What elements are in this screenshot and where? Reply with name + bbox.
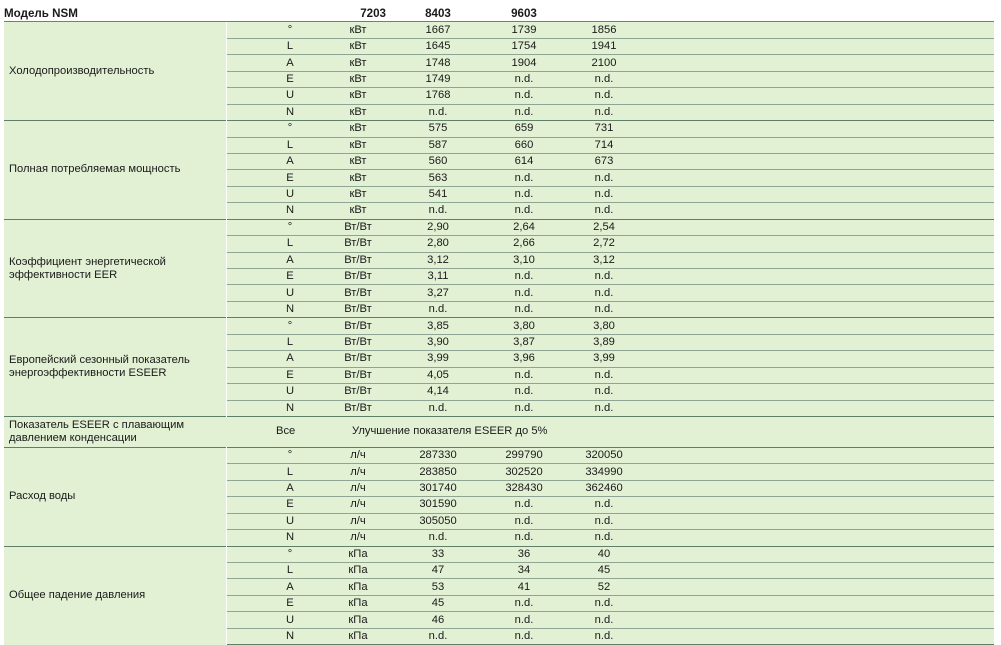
value-cell: 2,80	[396, 236, 480, 252]
mode-cell: N	[260, 104, 320, 120]
unit-cell: л/ч	[320, 513, 396, 529]
value-cell: 3,80	[568, 318, 640, 334]
value-cell: 47	[396, 563, 480, 579]
unit-cell: Вт/Вт	[320, 252, 396, 268]
value-cell: n.d.	[480, 301, 568, 317]
mode-cell: U	[260, 88, 320, 104]
unit-cell: кВт	[320, 88, 396, 104]
eseer-floating-row	[4, 416, 994, 447]
unit-cell: кВт	[320, 38, 396, 54]
value-cell: 3,87	[480, 334, 568, 350]
data-row	[4, 121, 994, 137]
model-label: Модель NSM	[4, 6, 226, 22]
unit-cell: кВт	[320, 170, 396, 186]
mode-cell: N	[260, 400, 320, 416]
data-row	[4, 318, 994, 334]
mode-cell: L	[260, 38, 320, 54]
value-cell: 1739	[480, 22, 568, 38]
mode-cell: N	[260, 301, 320, 317]
value-cell: n.d.	[480, 513, 568, 529]
value-cell: 2,66	[480, 236, 568, 252]
value-cell: 45	[396, 595, 480, 611]
mode-cell: E	[260, 269, 320, 285]
value-cell: n.d.	[480, 88, 568, 104]
mode-cell: °	[260, 447, 320, 463]
unit-cell: Вт/Вт	[320, 318, 396, 334]
mode-cell: E	[260, 595, 320, 611]
mode-cell: °	[260, 121, 320, 137]
value-cell: n.d.	[568, 71, 640, 87]
unit-cell: кПа	[320, 595, 396, 611]
unit-cell: кВт	[320, 55, 396, 71]
value-cell: n.d.	[568, 530, 640, 546]
data-row	[4, 447, 994, 463]
mode-cell: °	[260, 219, 320, 235]
mode-cell: N	[260, 530, 320, 546]
value-cell: 53	[396, 579, 480, 595]
eseer-note: Улучшение показателя ESEER до 5%	[320, 416, 640, 447]
unit-cell: кВт	[320, 186, 396, 202]
value-cell: n.d.	[568, 186, 640, 202]
data-row	[4, 22, 994, 38]
mode-cell: Все	[226, 416, 320, 447]
unit-cell: кПа	[320, 563, 396, 579]
value-cell: n.d.	[568, 170, 640, 186]
mode-cell: E	[260, 497, 320, 513]
unit-cell: л/ч	[320, 464, 396, 480]
value-cell: n.d.	[480, 170, 568, 186]
parameter-label: Европейский сезонный показатель энергоэффективности ESEER	[4, 318, 226, 417]
value-cell: 1754	[480, 38, 568, 54]
unit-cell: кВт	[320, 137, 396, 153]
value-cell: 302520	[480, 464, 568, 480]
unit-cell: л/ч	[320, 530, 396, 546]
value-cell: 3,12	[568, 252, 640, 268]
value-cell: 3,80	[480, 318, 568, 334]
value-cell: 587	[396, 137, 480, 153]
value-cell: 2,90	[396, 219, 480, 235]
value-cell: 33	[396, 546, 480, 562]
value-cell: n.d.	[568, 367, 640, 383]
unit-cell: кВт	[320, 203, 396, 219]
value-cell: 301590	[396, 497, 480, 513]
value-cell: 3,12	[396, 252, 480, 268]
unit-cell: Вт/Вт	[320, 219, 396, 235]
value-cell: n.d.	[568, 88, 640, 104]
value-cell: 299790	[480, 447, 568, 463]
mode-cell: °	[260, 22, 320, 38]
value-cell: 2,64	[480, 219, 568, 235]
value-cell: 614	[480, 153, 568, 169]
parameter-label: Расход воды	[4, 447, 226, 546]
value-cell: 362460	[568, 480, 640, 496]
mode-cell: U	[260, 384, 320, 400]
unit-cell: кВт	[320, 22, 396, 38]
mode-cell: U	[260, 285, 320, 301]
mode-cell: L	[260, 334, 320, 350]
unit-cell: л/ч	[320, 480, 396, 496]
unit-cell: Вт/Вт	[320, 400, 396, 416]
value-cell: 3,10	[480, 252, 568, 268]
value-cell: 2,72	[568, 236, 640, 252]
value-cell: 328430	[480, 480, 568, 496]
value-cell: 3,90	[396, 334, 480, 350]
mode-cell: A	[260, 579, 320, 595]
value-cell: 563	[396, 170, 480, 186]
value-cell: 560	[396, 153, 480, 169]
value-cell: n.d.	[480, 628, 568, 644]
mode-cell: A	[260, 480, 320, 496]
unit-cell: кВт	[320, 104, 396, 120]
value-cell: 575	[396, 121, 480, 137]
data-row	[4, 546, 994, 562]
value-cell: n.d.	[396, 400, 480, 416]
value-cell: n.d.	[568, 285, 640, 301]
unit-cell: кПа	[320, 579, 396, 595]
value-cell: n.d.	[568, 384, 640, 400]
unit-cell: кВт	[320, 71, 396, 87]
unit-cell: Вт/Вт	[320, 334, 396, 350]
mode-cell: L	[260, 563, 320, 579]
value-cell: 714	[568, 137, 640, 153]
value-cell: 1749	[396, 71, 480, 87]
value-cell: n.d.	[568, 269, 640, 285]
mode-cell: A	[260, 351, 320, 367]
value-cell: n.d.	[568, 497, 640, 513]
spec-table-body	[4, 6, 994, 645]
mode-cell: E	[260, 170, 320, 186]
value-cell: 660	[480, 137, 568, 153]
parameter-label: Полная потребляемая мощность	[4, 121, 226, 220]
value-cell: 4,05	[396, 367, 480, 383]
unit-cell: Вт/Вт	[320, 384, 396, 400]
value-cell: 283850	[396, 464, 480, 480]
value-cell: 1941	[568, 38, 640, 54]
spec-table	[4, 6, 994, 645]
value-cell: n.d.	[480, 367, 568, 383]
value-cell: 287330	[396, 447, 480, 463]
value-cell: 52	[568, 579, 640, 595]
value-cell: 320050	[568, 447, 640, 463]
value-cell: n.d.	[568, 595, 640, 611]
data-row	[4, 219, 994, 235]
value-cell: n.d.	[480, 285, 568, 301]
value-cell: 1856	[568, 22, 640, 38]
unit-cell: л/ч	[320, 497, 396, 513]
mode-cell: U	[260, 513, 320, 529]
value-cell: n.d.	[480, 497, 568, 513]
value-cell: n.d.	[480, 203, 568, 219]
value-cell: 541	[396, 186, 480, 202]
value-cell: 3,89	[568, 334, 640, 350]
model-header: 7203	[320, 6, 396, 22]
value-cell: 305050	[396, 513, 480, 529]
header-row	[4, 6, 994, 22]
value-cell: n.d.	[568, 612, 640, 628]
value-cell: n.d.	[568, 400, 640, 416]
parameter-label: Холодопроизводительность	[4, 22, 226, 121]
value-cell: 2,54	[568, 219, 640, 235]
mode-cell: E	[260, 367, 320, 383]
value-cell: 1645	[396, 38, 480, 54]
value-cell: 3,85	[396, 318, 480, 334]
unit-cell: кПа	[320, 628, 396, 644]
mode-cell: °	[260, 318, 320, 334]
value-cell: n.d.	[480, 269, 568, 285]
parameter-label: Общее падение давления	[4, 546, 226, 645]
mode-cell: N	[260, 628, 320, 644]
mode-cell: E	[260, 71, 320, 87]
value-cell: n.d.	[480, 186, 568, 202]
value-cell: 731	[568, 121, 640, 137]
model-header: 9603	[480, 6, 568, 22]
value-cell: n.d.	[396, 104, 480, 120]
parameter-label: Показатель ESEER с плавающим давлением конденсации	[4, 416, 226, 447]
value-cell: n.d.	[568, 203, 640, 219]
unit-cell: кВт	[320, 121, 396, 137]
value-cell: 3,96	[480, 351, 568, 367]
value-cell: 3,99	[396, 351, 480, 367]
value-cell: n.d.	[568, 104, 640, 120]
value-cell: 3,27	[396, 285, 480, 301]
value-cell: 673	[568, 153, 640, 169]
value-cell: 3,99	[568, 351, 640, 367]
value-cell: n.d.	[568, 628, 640, 644]
value-cell: n.d.	[480, 612, 568, 628]
value-cell: 36	[480, 546, 568, 562]
value-cell: 334990	[568, 464, 640, 480]
value-cell: n.d.	[396, 530, 480, 546]
value-cell: 46	[396, 612, 480, 628]
value-cell: n.d.	[568, 301, 640, 317]
value-cell: n.d.	[480, 71, 568, 87]
unit-cell: Вт/Вт	[320, 269, 396, 285]
unit-cell: кПа	[320, 612, 396, 628]
value-cell: 45	[568, 563, 640, 579]
unit-cell: кВт	[320, 153, 396, 169]
mode-cell: L	[260, 236, 320, 252]
value-cell: 2100	[568, 55, 640, 71]
value-cell: n.d.	[480, 530, 568, 546]
unit-cell: Вт/Вт	[320, 367, 396, 383]
mode-cell: L	[260, 464, 320, 480]
unit-cell: Вт/Вт	[320, 301, 396, 317]
value-cell: n.d.	[396, 301, 480, 317]
mode-cell: N	[260, 203, 320, 219]
unit-cell: л/ч	[320, 447, 396, 463]
value-cell: 4,14	[396, 384, 480, 400]
mode-cell: A	[260, 153, 320, 169]
unit-cell: Вт/Вт	[320, 351, 396, 367]
value-cell: n.d.	[396, 628, 480, 644]
mode-cell: U	[260, 612, 320, 628]
mode-cell: °	[260, 546, 320, 562]
value-cell: n.d.	[396, 203, 480, 219]
value-cell: 40	[568, 546, 640, 562]
value-cell: 1904	[480, 55, 568, 71]
value-cell: 301740	[396, 480, 480, 496]
value-cell: 1768	[396, 88, 480, 104]
model-header: 8403	[396, 6, 480, 22]
mode-cell: U	[260, 186, 320, 202]
mode-cell: L	[260, 137, 320, 153]
value-cell: 659	[480, 121, 568, 137]
mode-cell: A	[260, 252, 320, 268]
value-cell: n.d.	[480, 595, 568, 611]
value-cell: n.d.	[480, 384, 568, 400]
value-cell: 41	[480, 579, 568, 595]
unit-cell: кПа	[320, 546, 396, 562]
mode-cell: A	[260, 55, 320, 71]
parameter-label: Коэффициент энергетической эффективности EER	[4, 219, 226, 318]
unit-cell: Вт/Вт	[320, 285, 396, 301]
value-cell: 3,11	[396, 269, 480, 285]
value-cell: 1748	[396, 55, 480, 71]
value-cell: n.d.	[480, 400, 568, 416]
value-cell: 1667	[396, 22, 480, 38]
unit-cell: Вт/Вт	[320, 236, 396, 252]
value-cell: n.d.	[480, 104, 568, 120]
value-cell: 34	[480, 563, 568, 579]
value-cell: n.d.	[568, 513, 640, 529]
